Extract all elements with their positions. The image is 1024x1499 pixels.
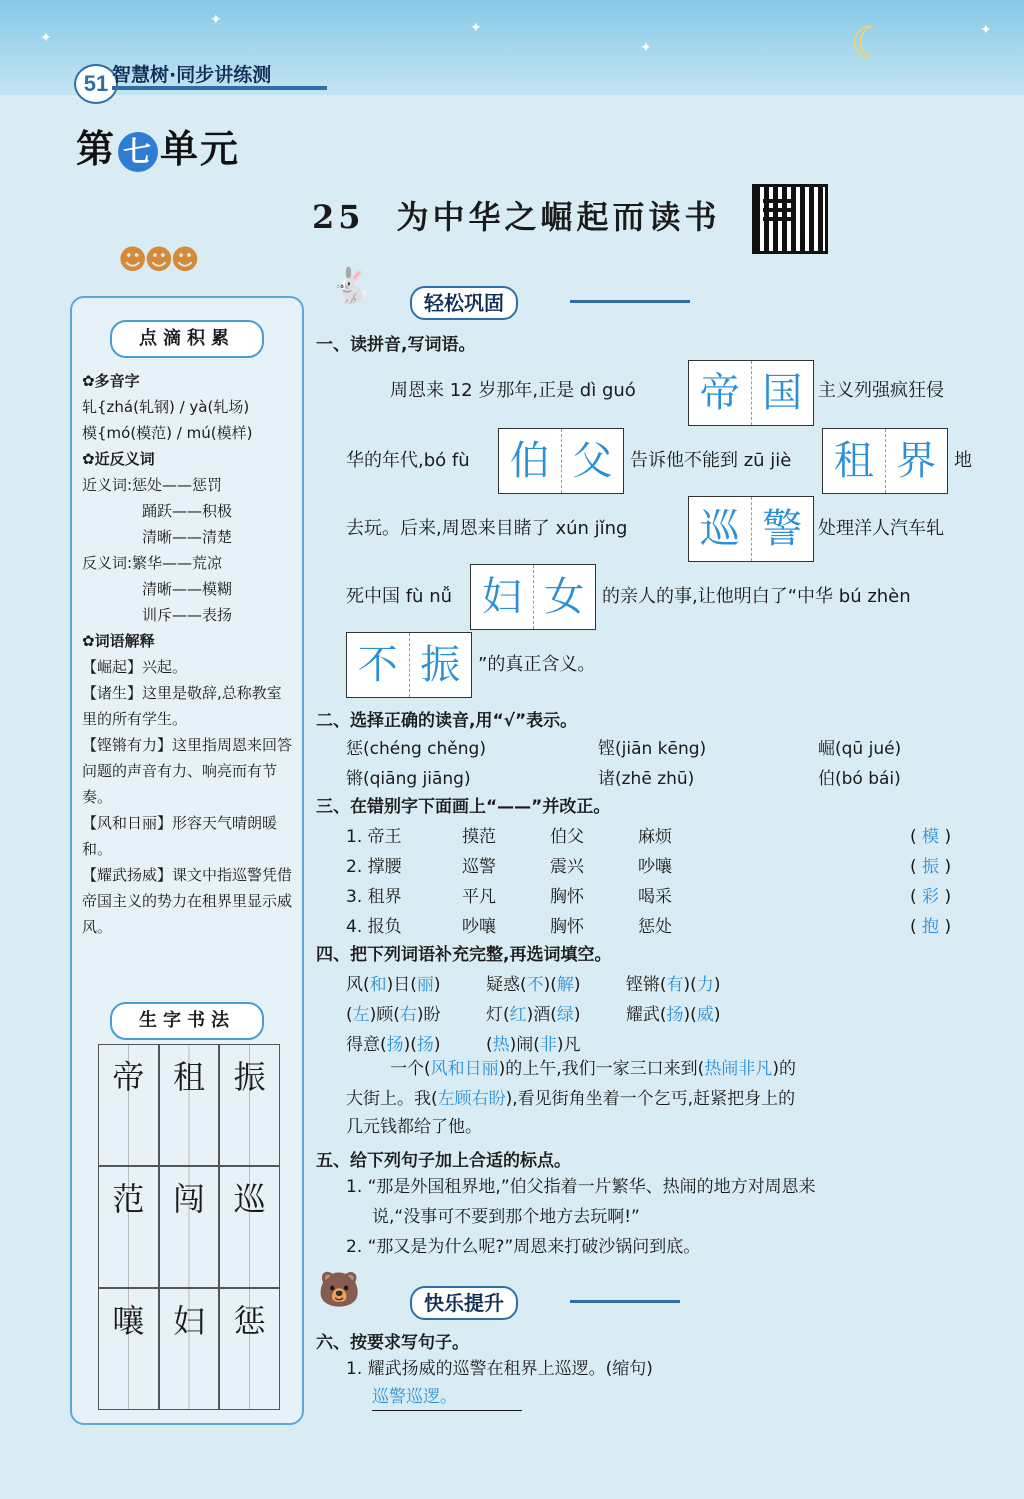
synonym-heading: ✿近反义词	[82, 450, 155, 468]
lesson-name: 为中华之崛起而读书	[396, 198, 721, 236]
q1-line-5: ”的真正含义。	[478, 654, 596, 675]
page-number: 51	[74, 64, 118, 104]
pinyin-choice[interactable]: 诸(zhē zhū)	[598, 769, 695, 789]
qr-code-icon[interactable]	[752, 184, 828, 254]
pinyin-choice[interactable]: 锵(qiāng jiāng)	[346, 769, 471, 789]
moon-icon: ☾	[850, 18, 890, 69]
q1-line-4b: 的亲人的事,让他明白了“中华 bú zhèn	[602, 586, 911, 607]
answer-char: 国	[762, 370, 803, 416]
word: 震兴	[550, 857, 584, 877]
word: 摸范	[462, 827, 496, 847]
practice-char: 闯	[159, 1166, 220, 1288]
polyphone-zha: 轧{zhá(轧钢) / yà(轧场)	[82, 398, 250, 416]
practice-char: 嚷	[98, 1288, 159, 1410]
correction: 振	[922, 857, 940, 877]
answer-char: 伯	[499, 429, 562, 493]
pinyin-choice[interactable]: 崛(qū jué)	[818, 739, 902, 759]
q6-answer: 巡警巡逻。	[372, 1384, 522, 1411]
q1-line-4a: 死中国 fù nǚ	[346, 586, 453, 607]
answer-box	[470, 564, 596, 630]
star-icon: ✦	[210, 12, 222, 28]
star-icon: ✦	[640, 40, 652, 56]
lesson-title	[312, 192, 721, 238]
antonym-item: 清晰——模糊	[142, 580, 233, 598]
question-4-title: 四、把下列词语补充完整,再选词填空。	[316, 945, 612, 965]
practice-char: 妇	[159, 1288, 220, 1410]
practice-char: 惩	[219, 1288, 280, 1410]
word: 胸怀	[550, 917, 584, 937]
q1-line-2c: 地	[954, 450, 972, 471]
answer-char: 界	[896, 438, 937, 484]
section-improve	[410, 1286, 680, 1316]
synonym-item: 踊跃——积极	[142, 502, 233, 520]
word: 巡警	[462, 857, 496, 877]
q1-line-1a: 周恩来 12 岁那年,正是 dì guó	[390, 380, 636, 401]
word: 伯父	[550, 827, 584, 847]
calligraphy-grid	[98, 1044, 280, 1410]
practice-char: 巡	[219, 1166, 280, 1288]
answer-char: 帝	[689, 361, 752, 425]
q4-sentence-1: 一个(风和日丽)的上午,我们一家三口来到(热闹非凡)的	[390, 1059, 796, 1079]
antonym-item: 训斥——表扬	[142, 606, 233, 624]
definition-item: 【铿锵有力】这里指周恩来回答问题的声音有力、响亮而有节奏。	[82, 736, 293, 806]
word: 麻烦	[638, 827, 672, 847]
sidebar-heading-calligraphy: 生字书法	[110, 1002, 264, 1040]
star-icon: ✦	[980, 22, 992, 38]
definition-item: 【风和日丽】形容天气晴朗暖和。	[82, 814, 278, 858]
word: 吵嚷	[638, 857, 672, 877]
q5-line-1: 1. “那是外国租界地,”伯父指着一片繁华、热闹的地方对周恩来	[346, 1177, 816, 1197]
word: 喝采	[638, 887, 672, 907]
definition-item: 【耀武扬威】课文中指巡警凭借帝国主义的势力在租界里显示威风。	[82, 866, 293, 936]
q5-line-2: 说,“没事可不要到那个地方去玩啊!”	[372, 1207, 640, 1227]
sidebar-heading-accumulation: 点滴积累	[110, 320, 264, 358]
section-line	[570, 300, 690, 303]
unit-number: 七	[118, 132, 158, 172]
synonym-item: 近义词:惩处——惩罚	[82, 476, 223, 494]
pinyin-choice[interactable]: 铿(jiān kēng)	[598, 739, 707, 759]
practice-char: 范	[98, 1166, 159, 1288]
sidebar	[70, 296, 304, 1425]
bear-icon: 🐻	[318, 1270, 361, 1310]
idiom-row-3: 得意(扬)(扬) (热)闹(非)凡	[346, 1035, 581, 1055]
question-2-title: 二、选择正确的读音,用“√”表示。	[316, 711, 578, 731]
answer-char: 父	[572, 438, 613, 484]
answer-char: 巡	[689, 497, 752, 561]
question-3-title: 三、在错别字下面画上“——”并改正。	[316, 797, 611, 817]
word: 2. 撑腰	[346, 857, 402, 877]
word: 惩处	[638, 917, 672, 937]
question-1-title: 一、读拼音,写词语。	[316, 335, 476, 355]
section-consolidate	[410, 286, 690, 316]
section-label: 轻松巩固	[410, 286, 518, 320]
q4-sentence-3: 几元钱都给了他。	[346, 1117, 482, 1137]
answer-char: 女	[544, 574, 585, 620]
star-icon: ✦	[40, 30, 52, 46]
star-icon: ✦	[470, 20, 482, 36]
q5-line-3: 2. “那又是为什么呢?”周恩来打破沙锅问到底。	[346, 1237, 701, 1257]
brand-underline	[112, 86, 327, 90]
word: 胸怀	[550, 887, 584, 907]
definition-heading: ✿词语解释	[82, 632, 155, 650]
section-label: 快乐提升	[410, 1286, 518, 1320]
correction: 抱	[922, 917, 940, 937]
lesson-number: 25	[312, 198, 365, 236]
word: 3. 租界	[346, 887, 402, 907]
answer-char: 租	[823, 429, 886, 493]
answer-box	[688, 496, 814, 562]
q1-line-2b: 告诉他不能到 zū jiè	[630, 450, 792, 471]
practice-char: 帝	[98, 1044, 159, 1166]
answer-char: 振	[420, 642, 461, 688]
q1-line-3a: 去玩。后来,周恩来目睹了 xún jǐng	[346, 518, 628, 539]
word: 4. 报负	[346, 917, 402, 937]
definition-item: 【诸生】这里是敬辞,总称教室里的所有学生。	[82, 684, 282, 728]
question-6-title: 六、按要求写句子。	[316, 1333, 469, 1353]
q6-line-1: 1. 耀武扬威的巡警在租界上巡逻。(缩句)	[346, 1359, 653, 1379]
question-5-title: 五、给下列句子加上合适的标点。	[316, 1151, 571, 1171]
q4-sentence-2: 大街上。我(左顾右盼),看见街角坐着一个乞丐,赶紧把身上的	[346, 1089, 796, 1109]
word: 1. 帝王	[346, 827, 402, 847]
q1-line-2a: 华的年代,bó fù	[346, 450, 470, 471]
bunny-icon: 🐇	[330, 266, 373, 306]
correction: 模	[922, 827, 940, 847]
definition-item: 【崛起】兴起。	[82, 658, 188, 676]
antonym-item: 反义词:繁华——荒凉	[82, 554, 223, 572]
pinyin-choice[interactable]: 伯(bó bái)	[818, 769, 901, 789]
sidebar-notes	[82, 368, 296, 940]
word: 平凡	[462, 887, 496, 907]
synonym-item: 清晰——清楚	[142, 528, 233, 546]
answer-box	[822, 428, 948, 494]
answer-box	[688, 360, 814, 426]
q1-line-3b: 处理洋人汽车轧	[818, 518, 944, 539]
idiom-row-1: 风(和)日(丽) 疑惑(不)(解) 铿锵(有)(力)	[346, 975, 721, 995]
q1-line-1b: 主义列强疯狂侵	[818, 380, 944, 401]
unit-title	[76, 118, 240, 173]
children-illustration-icon: ☻☻☻	[118, 243, 197, 276]
practice-char: 振	[219, 1044, 280, 1166]
brand-title: 智慧树·同步讲练测	[112, 64, 272, 86]
word: 吵嚷	[462, 917, 496, 937]
unit-prefix: 第	[76, 127, 117, 171]
answer-char: 妇	[471, 565, 534, 629]
correction: 彩	[922, 887, 940, 907]
polyphone-mo: 模{mó(模范) / mú(模样)	[82, 424, 253, 442]
polyphone-heading: ✿多音字	[82, 372, 140, 390]
answer-char: 警	[762, 506, 803, 552]
answer-box	[346, 632, 472, 698]
pinyin-choice[interactable]: 惩(chéng chěng)	[346, 739, 486, 759]
practice-char: 租	[159, 1044, 220, 1166]
idiom-row-2: (左)顾(右)盼 灯(红)酒(绿) 耀武(扬)(威)	[346, 1005, 721, 1025]
unit-suffix: 单元	[160, 127, 241, 171]
section-line	[570, 1300, 680, 1303]
answer-box	[498, 428, 624, 494]
answer-char: 不	[347, 633, 410, 697]
